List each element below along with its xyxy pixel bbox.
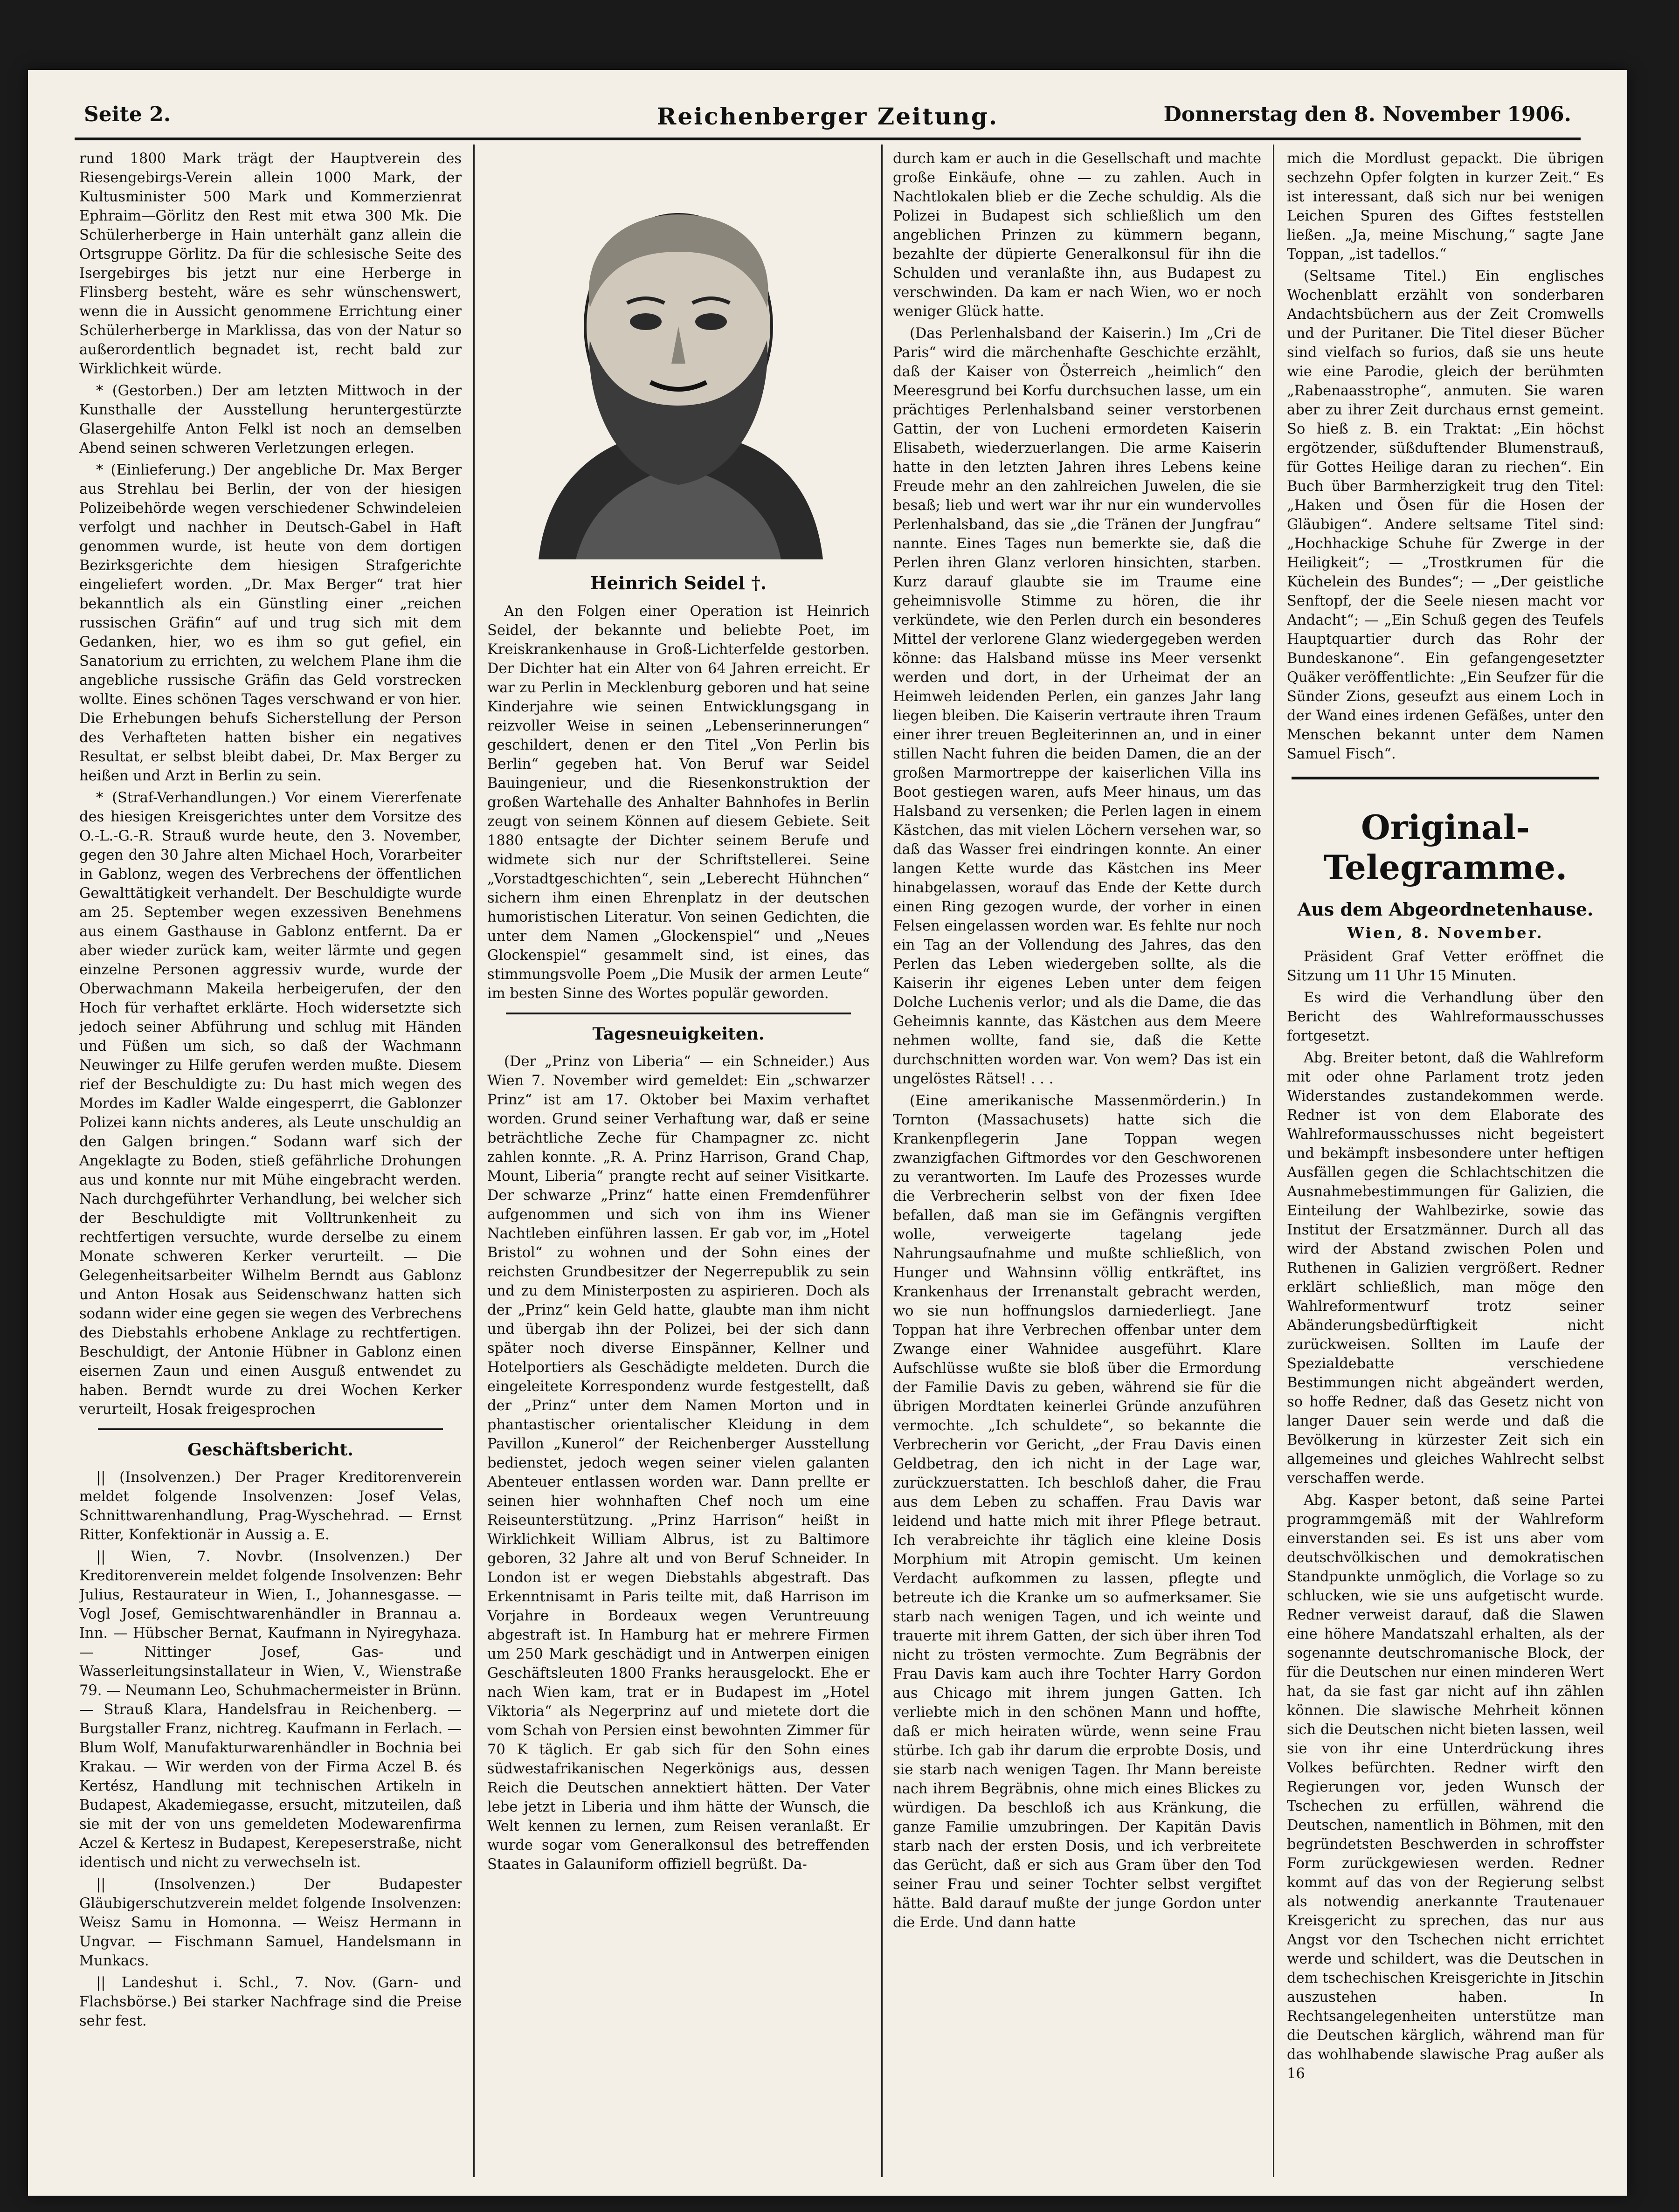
telegram-heading: Original-Telegramme. bbox=[1323, 807, 1568, 887]
article-paragraph: (Der „Prinz von Liberia“ — ein Schneider.) Aus Wien 7. November wird gemeldet: Ein „schwarzer Prinz“ ist am 17. Oktober bei Maxim verhaftet worden. Grund seiner Verhaftung war, daß er seine beträchtliche Zeche für Champagner zc. nicht zahlen konnte. „R. A. Prinz Harrison, Grand Chap, Mount, Liberia“ prangte recht auf seiner Visitkarte. Der schwarze „Prinz“ hatte einen Fremdenführer aufgenommen und sich von ihm ins Wiener Nachtleben einführen lassen. Er gab vor, im „Hotel Bristol“ zu wohnen und der Sohn eines der reichsten Grundbesitzer der Negerrepublik zu sein und zu dem Ministerposten zu aspirieren. Doch als der „Prinz“ kein Geld hatte, glaubte man ihm nicht und übergab ihn der Polizei, bei der sich dann später noch diverse Einspänner, Kellner und Hotelportiers als Geschädigte meldeten. Durch die eingeleitete Korrespondenz wurde festgestellt, daß der „Prinz“ unter dem Namen Morton und in phantastischer orientalischer Kleidung in dem Pavillon „Kunerol“ der Reichenberger Ausstellung bedienstet, jedoch wegen seiner vielen galanten Abenteuer entlassen worden war. Dann prellte er seinen hier wohnhaften Chef noch um eine Reiseunterstützung. „Prinz Harrison“ heißt in Wirklichkeit William Albrus, ist zu Baltimore geboren, 32 Jahre alt und von Beruf Schneider. In London ist er wegen Diebstahls abgestraft. Das Erkenntnisamt in Paris teilte mit, daß Harrison im Vorjahre in Bordeaux wegen Veruntreuung abgestraft ist. In Hamburg hat er mehrere Firmen um 250 Mark geschädigt und in Antwerpen einigen Geschäftsleuten 1800 Franks herausgelockt. Ehe er nach Wien kam, trat er in Budapest im „Hotel Viktoria“ als Negerprinz auf und mietete dort die vom Schah von Persien einst bewohnten Zimmer für 70 K täglich. Er gab sich für den Sohn eines südwestafrikanischen Negerkönigs aus, dessen Reich die Deutschen annektiert hätten. Der Vater lebe jetzt in Liberia und ihm hätte der Wunsch, die Welt kennen zu lernen, zum Reisen veranlaßt. Er wurde sogar vom Generalkonsul des betreffenden Staates in Galauniform offiziell begrüßt. Da- bbox=[487, 1054, 870, 1873]
section-rule bbox=[1292, 777, 1599, 779]
subsection-heading: Aus dem Abgeordnetenhause. bbox=[1297, 899, 1594, 920]
column-3 bbox=[893, 149, 1261, 2168]
portrait-illustration bbox=[511, 186, 846, 559]
column-2 bbox=[487, 149, 870, 2168]
column-divider bbox=[473, 145, 475, 2177]
header-rule bbox=[75, 138, 1581, 140]
article-paragraph: || Wien, 7. Novbr. (Insolvenzen.) Der Kreditorenverein meldet folgende Insolvenzen: Behr Julius, Restaurateur in Wien, I., Johannesgasse. — Vogl Josef, Gemischtwarenhändler in Brannau a. Inn. — Hübscher Bernat, Kaufmann in Nyiregyhaza. — Nittinger Josef, Gas- und Wasserleitungsinstallateur in Wien, V., Wienstraße 79. — Neumann Leo, Schuhmachermeister in Brünn. — Strauß Klara, Handelsfrau in Reichenberg. — Burgstaller Franz, nichtreg. Kaufmann in Ferlach. — Blum Wolf, Manufakturwarenhändler in Bochnia bei Krakau. — Wir werden von der Firma Aczel B. és Kertész, Handlung mit technischen Artikeln in Budapest, Akademiegasse, ersucht, mitzuteilen, daß sie mit der von uns gemeldeten Modewarenfirma Aczel & Kertesz in Budapest, Kerepeserstraße, nicht identisch und nicht zu verwechseln ist. bbox=[79, 1549, 462, 1871]
article-paragraph: || (Insolvenzen.) Der Budapester Gläubigerschutzverein meldet folgende Insolvenzen: Weisz Samu in Homonna. — Weisz Hermann in Ungvar. — Fischmann Samuel, Handelsmann in Munkacs. bbox=[79, 1876, 462, 1969]
section-heading: Geschäftsbericht. bbox=[187, 1440, 353, 1460]
newspaper-page bbox=[28, 70, 1627, 2196]
article-paragraph: An den Folgen einer Operation ist Heinrich Seidel, der bekannte und beliebte Poet, im Kreiskrankenhause in Groß-Lichterfelde gestorben. Der Dichter hat ein Alter von 64 Jahren erreicht. Er war zu Perlin in Mecklenburg geboren und hat seine Kinderjahre wie seinen Entwicklungsgang in reizvoller Weise in seinen „Lebenserinnerungen“ geschildert, denen er den Titel „Von Perlin bis Berlin“ gegeben hat. Von Beruf war Seidel Bauingenieur, und die Riesenkonstruktion der großen Wartehalle des Anhalter Bahnhofes in Berlin zeugt von seinem Können auf diesem Gebiete. Seit 1880 entsagte der Dichter seinem Berufe und widmete sich nur der Schriftstellerei. Seine „Vorstadtgeschichten“, sein „Leberecht Hühnchen“ sichern ihm einen Ehrenplatz in der deutschen humoristischen Literatur. Von seinen Gedichten, die unter dem Namen „Glockenspiel“ und „Neues Glockenspiel“ gesammelt sind, ist eines, das stimmungsvolle Poem „Die Musik der armen Leute“ im besten Sinne des Wortes populär geworden. bbox=[487, 603, 870, 1002]
section-heading: Tagesneuigkeiten. bbox=[592, 1024, 765, 1044]
article-paragraph: (Eine amerikanische Massenmörderin.) In Tornton (Massachusets) hatte sich die Krankenpflegerin Jane Toppan wegen zwanzigfachen Giftmordes vor den Geschworenen zu verantworten. Im Laufe des Prozesses wurde die Verbrecherin selbst von der fixen Idee befallen, daß man sie im Gefängnis vergiften wolle, verweigerte tagelang jede Nahrungsaufnahme und mußte schließlich, von Hunger und Wahnsinn völlig entkräftet, ins Krankenhaus der Irrenanstalt gebracht werden, wo sie nun hoffnungslos darniederliegt. Jane Toppan hat ihre Verbrechen offenbar unter dem Zwange einer Wahnidee ausgeführt. Klare Aufschlüsse wußte sie bloß über die Ermordung der Familie Davis zu geben, während sie für die übrigen Mordtaten keinerlei Gründe anzuführen vermochte. „Ich schuldete“, so bekannte die Verbrecherin vor Gericht, „der Frau Davis einen Geldbetrag, den ich nicht in der Lage war, zurückzuerstatten. Ich beschloß daher, die Frau aus dem Leben zu schaffen. Frau Davis war leidend und hatte mich mit ihrer Pflege betraut. Ich verabreichte ihr täglich eine kleine Dosis Morphium mit Atropin gemischt. Um keinen Verdacht aufkommen zu lassen, pflegte und betreute ich die Kranke um so aufmerksamer. Sie starb nach wenigen Tagen, und ich weinte und trauerte mit ihrem Gatten, der sich über ihren Tod nicht zu trösten vermochte. Zum Begräbnis der Frau Davis kam auch ihre Tochter Harry Gordon aus Chicago mit ihrem jungen Gatten. Ich verliebte mich in den schönen Mann und hoffte, daß er mich heiraten würde, wenn seine Frau stürbe. Ich gab ihr darum die erprobte Dosis, und sie starb nach wenigen Tagen. Ihr Mann bereiste nach ihrem Begräbnis, ohne mich eines Blickes zu würdigen. Da beschloß ich aus Kränkung, die ganze Familie umzubringen. Der Kapitän Davis starb nach der ersten Dosis, und ich verbreitete das Gerücht, daß er sich aus Gram über den Tod seiner Frau und seiner Tochter selbst vergiftet hätte. Bald darauf mußte der junge Gordon unter die Erde. Und dann hatte bbox=[893, 1093, 1261, 1931]
page-number: Seite 2. bbox=[84, 103, 171, 126]
article-paragraph: * (Straf-Verhandlungen.) Vor einem Viererfenate des hiesigen Kreisgerichtes unter dem Vorsitze des O.-L.-G.-R. Strauß wurde heute, den 3. November, gegen den 30 Jahre alten Michael Hoch, Vorarbeiter in Gablonz, wegen des Verbrechens der öffentlichen Gewalttätigkeit verhandelt. Der Beschuldigte wurde am 25. September wegen exzessiven Benehmens aus einem Gasthause in Gablonz entfernt. Da er aber wieder zurück kam, weiter lärmte und gegen einzelne Personen aggressiv wurde, wurde der Oberwachmann Makeila herbeigerufen, der den Hoch für verhaftet erklärte. Hoch widersetzte sich jedoch seiner Abführung und schlug mit Händen und Füßen um sich, so daß der Wachmann Neuwinger zu Hilfe gerufen werden mußte. Diesem rief der Beschuldigte zu: Du hast mich wegen des Mordes im Kadler Walde eingesperrt, die Gablonzer Polizei kann nichts anderes, als Leute unschuldig an den Galgen bringen.“ Sodann warf sich der Angeklagte zu Boden, stieß gefährliche Drohungen aus und konnte nur mit Mühe eingebracht werden. Nach durchgeführter Verhandlung, bei welcher sich der Beschuldigte mit Volltrunkenheit zu rechtfertigen versuchte, wurde derselbe zu einem Monate schweren Kerker verurteilt. — Die Gelegenheitsarbeiter Wilhelm Berndt aus Gablonz und Anton Hosak aus Seidenschwanz hatten sich sodann wider eine gegen sie wegen des Verbrechens des Diebstahls erhobene Anklage zu rechtfertigen. Beschuldigt, der Antonie Hübner in Gablonz einen eisernen Zaun und einen Ausguß entwendet zu haben. Berndt wurde zu drei Wochen Kerker verurteilt, Hosak freigesprochen bbox=[79, 790, 462, 1418]
article-paragraph: rund 1800 Mark trägt der Hauptverein des Riesengebirgs-Verein allein 1000 Mark, der Kultusminister 500 Mark und Kommerzienrat Ephraim—Görlitz den Rest mit etwa 300 Mk. Die Schülerherberge in Hain unterhält ganz allein die Ortsgruppe Görlitz. Da für die schlesische Seite des Isergebirges bis jetzt nur eine Herberge in Flinsberg besteht, wäre es sehr wünschenswert, wenn die in Aussicht genommene Errichtung einer Schülerherberge in Marklissa, das von der Natur so außerordentlich begnadet ist, recht bald zur Wirklichkeit würde. bbox=[79, 151, 462, 377]
article-paragraph: (Seltsame Titel.) Ein englisches Wochenblatt erzählt von sonderbaren Andachtsbüchern aus der Zeit Cromwells und der Puritaner. Die Titel dieser Bücher sind vielfach so furios, daß sie uns heute wie eine Parodie, gleich der berühmten „Rabenaasstrophe“, anmuten. Sie waren aber zu ihrer Zeit durchaus ernst gemeint. So hieß z. B. ein Traktat: „Ein höchst ergötzender, süßduftender Blumenstrauß, für Gottes Heilige daran zu riechen“. Ein Buch über Barmherzigkeit trug den Titel: „Haken und Ösen für die Hosen der Gläubigen“. Andere seltsame Titel sind: „Hochhackige Schuhe für Zwerge in der Heiligkeit“; — „Trostkrumen für die Küchelein des Bundes“; — „Der geistliche Senftopf, der die Seele niesen macht vor Andacht“; — „Ein Schuß gegen des Teufels Hauptquartier durch das Rohr der Bundeskanone“. Ein gefangengesetzter Quäker veröffentlichte: „Ein Seufzer für die Sünder Zions, geseufzt aus einem Loch in der Wand eines irdenen Gefäßes, unter den Menschen bekannt unter dem Namen Samuel Fisch“. bbox=[1287, 268, 1604, 762]
article-paragraph: mich die Mordlust gepackt. Die übrigen sechzehn Opfer folgten in kurzer Zeit.“ Es ist interessant, daß sich nur bei wenigen Leichen Spuren des Giftes feststellen ließen. „Ja, meine Mischung,“ sagte Jane Toppan, „ist tadellos.“ bbox=[1287, 151, 1604, 262]
column-divider bbox=[1273, 145, 1274, 2177]
article-paragraph: || (Insolvenzen.) Der Prager Kreditorenverein meldet folgende Insolvenzen: Josef Velas, Schnittwarenhandlung, Prag-Wyschehrad. — Ernst Ritter, Konfektionär in Aussig a. E. bbox=[79, 1469, 462, 1543]
article-paragraph: durch kam er auch in die Gesellschaft und machte große Einkäufe, ohne — zu zahlen. Auch in Nachtlokalen blieb er die Zeche schuldig. Als die Polizei in Budapest sich schließlich um den angeblichen Prinzen zu kümmern begann, bezahlte der düpierte Generalkonsul für ihn die Schulden und veranlaßte ihn, aus Budapest zu verschwinden. Da kam er nach Wien, wo er noch weniger Glück hatte. bbox=[893, 151, 1261, 320]
article-paragraph: Es wird die Verhandlung über den Bericht des Wahlreformausschusses fortgesetzt. bbox=[1287, 990, 1604, 1044]
article-paragraph: || Landeshut i. Schl., 7. Nov. (Garn- und Flachsbörse.) Bei starker Nachfrage sind die Preise sehr fest. bbox=[79, 1975, 462, 2029]
article-paragraph: Abg. Breiter betont, daß die Wahlreform mit oder ohne Parlament trotz jeden Widerstandes zustandekommen werde. Redner ist von dem Elaborate des Wahlreformausschusses nicht begeistert und bekämpft insbesondere unter heftigen Ausfällen gegen die Schlachtschitzen die Ausnahmebestimmungen für Galizien, die Einteilung der Wahlbezirke, sowie das Institut der Ersatzmänner. Durch all das wird der Abstand zwischen Polen und Ruthenen in Galizien vergrößert. Redner erklärt schließlich, man möge den Wahlreformentwurf trotz seiner Abänderungsbedürftigkeit nicht zurückweisen. Sollten im Laufe der Spezialdebatte verschiedene Bestimmungen nicht abgeändert werden, so hoffe Redner, daß das Gesetz nicht von langer Dauer sein werde und daß die Bevölkerung in kürzester Zeit sich ein allgemeines und gleiches Wahlrecht selbst verschaffen werde. bbox=[1287, 1050, 1604, 1487]
dateline: Wien, 8. November. bbox=[1347, 924, 1544, 942]
article-paragraph: (Das Perlenhalsband der Kaiserin.) Im „Cri de Paris“ wird die märchenhafte Geschichte erzählt, daß der Kaiser von Österreich „heimlich“ den Meeresgrund bei Korfu durchsuchen lasse, um ein prächtiges Perlenhalsband seiner verstorbenen Gattin, der von Lucheni ermordeten Kaiserin Elisabeth, wiederzuerlangen. Die arme Kaiserin hatte in den letzten Jahren ihres Lebens keine Freude mehr an den zahlreichen Juwelen, die sie besaß; lieb und wert war ihr nur ein wundervolles Perlenhalsband, das sie „die Tränen der Jungfrau“ nannte. Eines Tages nun bemerkte sie, daß die Perlen ihren Glanz verloren hinsichten, starben. Kurz darauf glaubte sie im Traume eine geheimnisvolle Stimme zu hören, die ihr verkündete, wie den Perlen durch ein besonderes Mittel der verlorene Glanz wiedergegeben werden könne: das Halsband müsse ins Meer versenkt werden und dort, in der Urheimat der an Heimweh leidenden Perlen, ein ganzes Jahr lang liegen bleiben. Die Kaiserin vertraute ihren Traum einer ihrer treuen Begleiterinnen an, und in einer stillen Nacht fuhren die beiden Damen, die an der großen Marmortreppe der kaiserlichen Villa ins Boot gestiegen waren, aufs Meer hinaus, um das Halsband zu versenken; die Perlen lagen in einem Kästchen, das mit vielen Löchern versehen war, so daß das Wasser frei eindringen konnte. An einer langen Kette wurde das Kästchen ins Meer hinabgelassen, worauf das Ende der Kette durch einen Ring gezogen wurde, der vorher in einen Felsen eingelassen worden war. Es fehlte nur noch ein Tag an der Vollendung des Jahres, das den Perlen das Leben wiedergeben sollte, als die Kaiserin ihr eigenes Leben unter dem feigen Dolche Luchenis verlor; und als die Dame, die das Geheimnis kannte, das Kästchen aus dem Meere nehmen wollte, fand sie, daß die Kette durchschnitten worden war. Von wem? Das ist ein ungelöstes Rätsel! . . . bbox=[893, 325, 1261, 1087]
portrait-caption: Heinrich Seidel †. bbox=[590, 572, 767, 593]
column-divider bbox=[881, 145, 883, 2177]
article-paragraph: * (Einlieferung.) Der angebliche Dr. Max Berger aus Strehlau bei Berlin, der von der hiesigen Polizeibehörde wegen verschiedener Schwindeleien verfolgt und nachher in Deutsch-Gabel in Haft genommen wurde, ist heute von dem dortigen Bezirksgerichte dem hiesigen Strafgerichte eingeliefert worden. „Dr. Max Berger“ trat hier bekanntlich als ein Günstling einer „reichen russischen Gräfin“ auf und trug sich mit dem Gedanken, hier, wo es ihm so gut gefiel, ein Sanatorium zu errichten, zu welchem Plane ihm die angebliche russische Gräfin das Geld vorstrecken wollte. Eines schönen Tages verschwand er von hier. Die Erhebungen behufs Sicherstellung der Person des Verhafteten hatten bisher ein negatives Resultat, er selbst bleibt dabei, Dr. Max Berger zu heißen und Arzt in Berlin zu sein. bbox=[79, 462, 462, 784]
section-rule bbox=[98, 1428, 443, 1430]
article-paragraph: * (Gestorben.) Der am letzten Mittwoch in der Kunsthalle der Ausstellung heruntergestürzte Glasergehilfe Anton Felkl ist noch an demselben Abend seinen schweren Verletzungen erlegen. bbox=[79, 383, 462, 456]
article-paragraph: Präsident Graf Vetter eröffnet die Sitzung um 11 Uhr 15 Minuten. bbox=[1287, 949, 1604, 984]
section-rule bbox=[506, 1013, 851, 1014]
page-header bbox=[84, 103, 1571, 140]
column-4 bbox=[1287, 149, 1604, 2168]
column-1 bbox=[79, 149, 462, 2168]
article-paragraph: Abg. Kasper betont, daß seine Partei programmgemäß mit der Wahlreform einverstanden sei. Es ist uns aber vom deutschvölkischen und demokratischen Standpunkte unmöglich, die Vorlage so zu schlucken, wie sie uns aufgetischt wurde. Redner verweist darauf, daß die Slawen eine höhere Mandatszahl erhalten, als der sogenannte deutschromanische Block, der für die Deutschen nur einen minderen Wert hat, da sie fast gar nicht auf ihn zählen können. Die slawische Mehrheit können sich die Deutschen nicht bieten lassen, weil sie von ihr eine Unterdrückung ihres Volkes befürchten. Redner wirft den Regierungen vor, jeden Wunsch der Tschechen zu erfüllen, während die Deutschen, namentlich in Böhmen, mit den begründetsten Beschwerden in schroffster Form zurückgewiesen werden. Redner kommt auf das von der Regierung selbst als notwendig anerkannte Trautenauer Kreisgericht zu sprechen, das nur aus Angst vor den Tschechen nicht errichtet werde und schildert, was die Deutschen in dem tschechischen Kreisgerichte in Jitschin auszustehen haben. In Rechtsangelegenheiten unterstütze man die Deutschen kärglich, während man für das wohlhabende slawische Prag außer als 16 bbox=[1287, 1492, 1604, 2082]
issue-date: Donnerstag den 8. November 1906. bbox=[1163, 103, 1571, 126]
newspaper-title: Reichenberger Zeitung. bbox=[656, 103, 999, 130]
